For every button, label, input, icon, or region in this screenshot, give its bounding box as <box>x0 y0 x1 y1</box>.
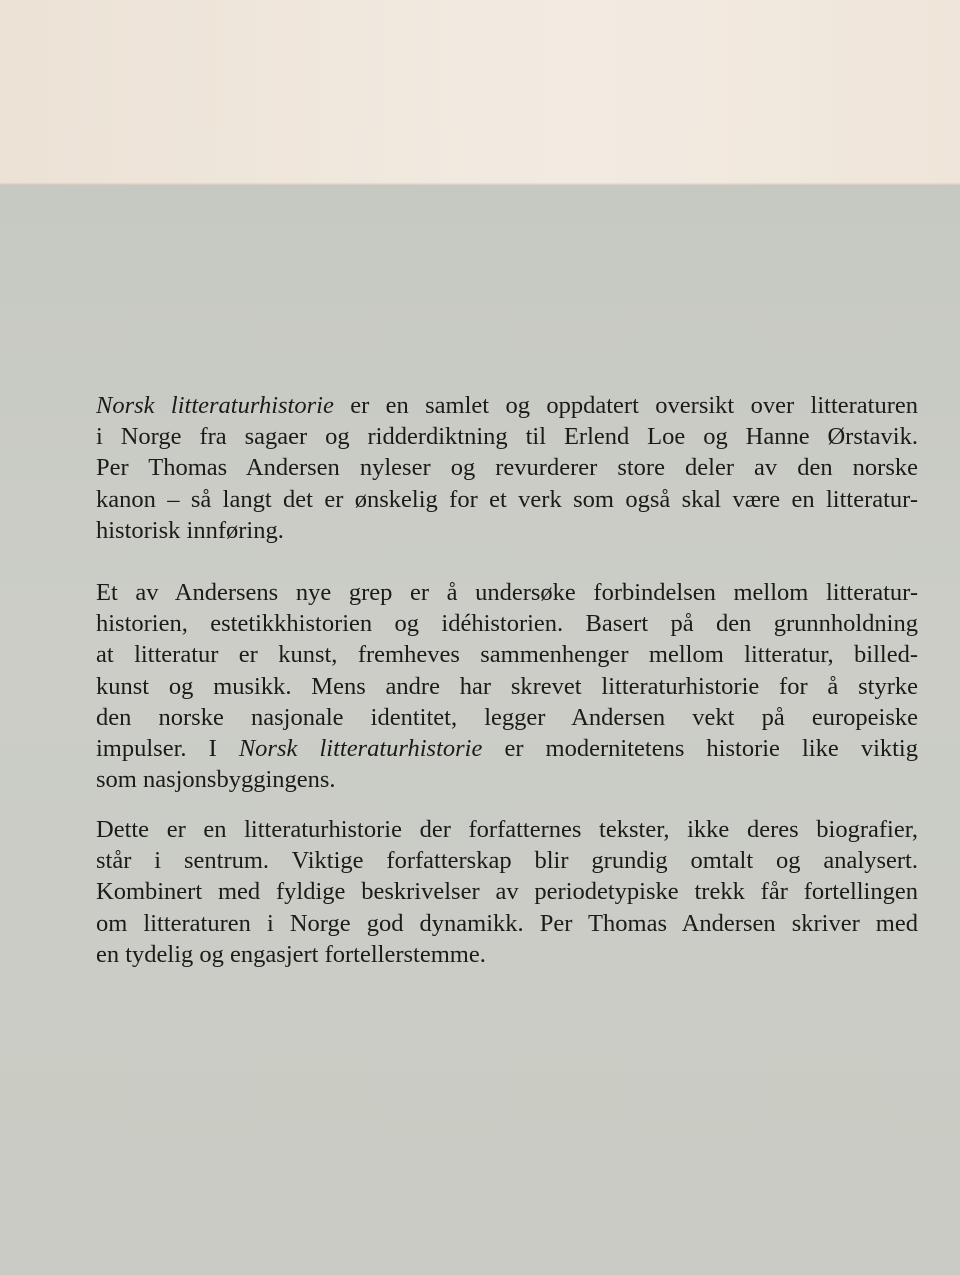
text-line <box>96 577 918 608</box>
text-segment: den norske nasjonale identitet, legger Andersen vekt på europeiske <box>96 703 918 731</box>
text-segment: står i sentrum. Viktige forfatterskap blir grundig omtalt og analysert. <box>96 847 918 875</box>
blurb-paragraph-1 <box>96 390 918 546</box>
text-line <box>96 733 918 764</box>
blurb-paragraph-2 <box>96 577 918 795</box>
text-line <box>96 814 918 845</box>
text-line <box>96 515 918 546</box>
text-line <box>96 908 918 939</box>
text-segment: kunst og musikk. Mens andre har skrevet litteraturhistorie for å styrke <box>96 672 918 700</box>
text-segment: kanon – så langt det er ønskelig for et verk som også skal være en litteratur- <box>96 485 918 513</box>
text-line <box>96 876 918 907</box>
text-line <box>96 702 918 733</box>
text-line <box>96 639 918 670</box>
text-line <box>96 484 918 515</box>
text-segment: Kombinert med fyldige beskrivelser av periodetypiske trekk får fortellingen <box>96 878 918 906</box>
text-line <box>96 845 918 876</box>
text-line <box>96 421 918 452</box>
text-segment: i Norge fra sagaer og ridderdiktning til Erlend Loe og Hanne Ørstavik. <box>96 423 918 451</box>
text-line <box>96 939 918 970</box>
text-line <box>96 452 918 483</box>
text-line <box>96 671 918 702</box>
text-segment: en tydelig og engasjert fortellerstemme. <box>96 940 486 968</box>
text-segment: som nasjonsbyggingens. <box>96 766 336 794</box>
text-line <box>96 764 918 795</box>
text-line <box>96 390 918 421</box>
text-segment: Et av Andersens nye grep er å undersøke forbindelsen mellom litteratur- <box>96 579 918 606</box>
text-line <box>96 608 918 639</box>
text-segment: Dette er en litteraturhistorie der forfatternes tekster, ikke deres biografier, <box>96 816 918 843</box>
text-segment: historien, estetikkhistorien og idéhistorien. Basert på den grunnholdning <box>96 610 918 638</box>
book-title-italic: Norsk litteraturhistorie <box>96 392 334 419</box>
background-surface <box>0 0 960 185</box>
text-segment: Per Thomas Andersen nyleser og revurderer store deler av den norske <box>96 454 918 482</box>
text-segment: impulser. I <box>96 734 239 762</box>
text-segment: er en samlet og oppdatert oversikt over litteraturen <box>333 392 918 419</box>
text-segment: at litteratur er kunst, fremheves sammenhenger mellom litteratur, billed- <box>96 641 918 669</box>
text-segment: er modernitetens historie like viktig <box>482 734 918 762</box>
text-segment: om litteraturen i Norge god dynamikk. Per Thomas Andersen skriver med <box>96 909 918 937</box>
text-segment: historisk innføring. <box>96 516 284 544</box>
blurb-paragraph-3 <box>96 814 918 970</box>
book-title-italic: Norsk litteraturhistorie <box>238 734 483 762</box>
